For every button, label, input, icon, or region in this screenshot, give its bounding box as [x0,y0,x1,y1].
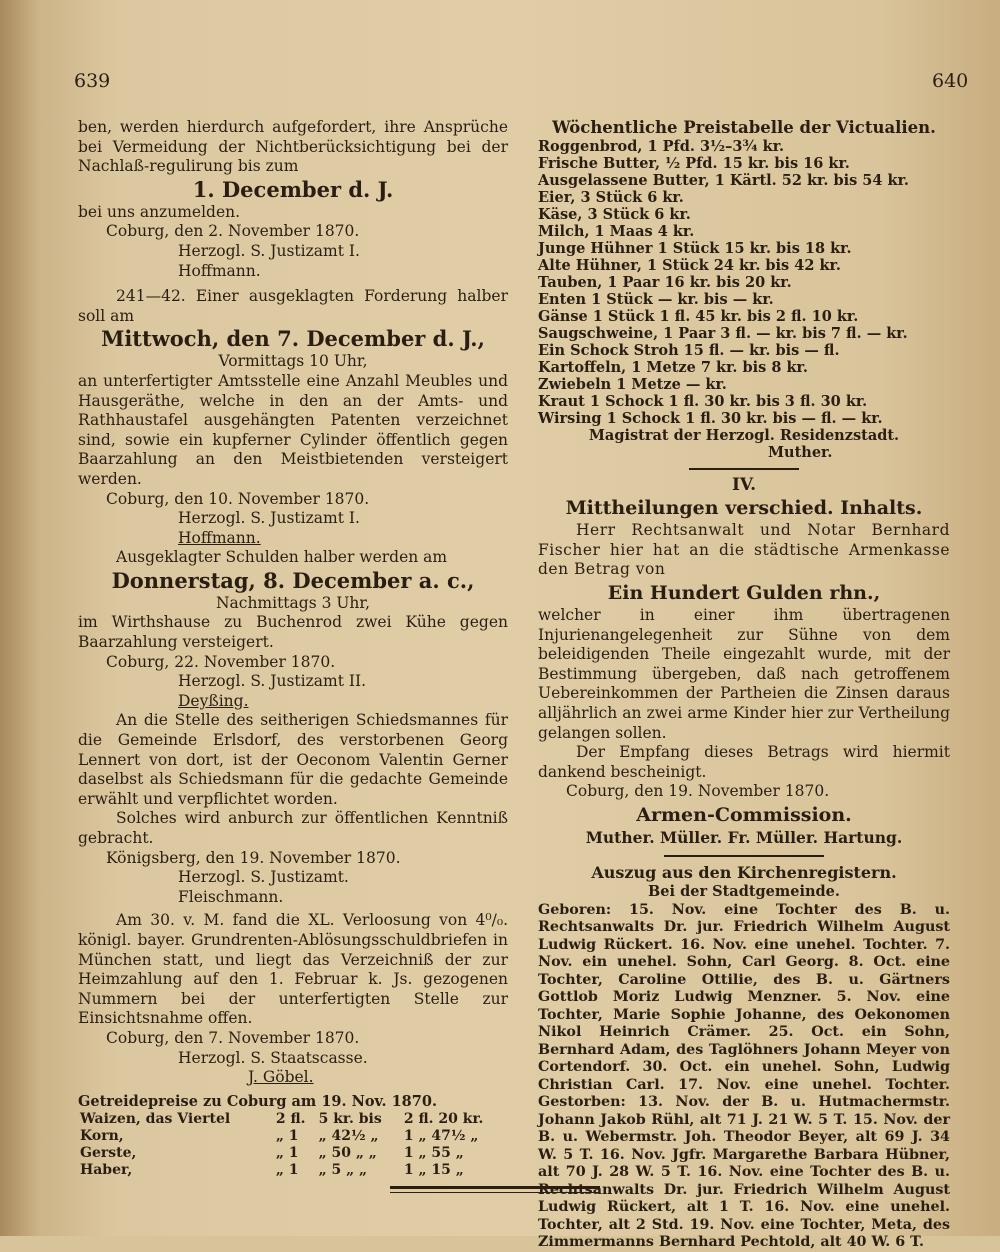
divider [689,468,799,470]
grain-table [78,1111,508,1179]
right-column [538,118,950,1252]
price-list [538,138,950,427]
grain-cell-name: Haber, [80,1162,133,1179]
notice2-office: Herzogl. S. Justizamt I. [178,509,360,528]
gift-text2: welcher in einer ihm übertragenen Injurienangelegenheit zur Sühne von dem beleidigenden Theile eingezahlt wurde, mit der Bestimmung übergeben, daß nach getroffenem Uebereinkommen der Partheien die Zinsen daraus alljährlich an zwei arme Kinder hier zur Vertheilung gelangen sollen. [538,605,950,742]
grain-cell-name: Gerste, [80,1145,137,1162]
church-title: Auszug aus den Kirchenregistern. [591,862,897,882]
notice3-text2: im Wirthshause zu Buchenrod zwei Kühe gegen Baarzahlung versteigert. [78,613,508,652]
notice5-text: Am 30. v. M. fand die XL. Verloosung von 4⁰/₀. königl. bayer. Grundrenten-Ablösungsschuldbriefen in München statt, und liegt das Verzeichniß der zur Heimzahlung auf den 1. Februar k. Js. gezogenen Nummern bei der unterfertigten Stelle zur Einsichtsnahme offen. [78,911,508,1028]
price-line: Junge Hühner 1 Stück 15 kr. bis 18 kr. [538,239,852,257]
page-bottom-rule-thin [390,1192,600,1193]
notice2-place: Coburg, den 10. November 1870. [106,489,370,508]
notice5-office: Herzogl. S. Staatscasse. [178,1048,368,1067]
price-office: Magistrat der Herzogl. Residenzstadt. [588,426,900,444]
notice2-text2: an unterfertigter Amtsstelle eine Anzahl Meubles und Hausgeräthe, welche in den an der Amts- und Rathhaustafel ausgehängten Patenten verzeichnet sind, sowie ein kupferner Cylinder öffentlich gegen Baarzahlung an den Meistbietenden versteigert werden. [78,371,508,488]
notice2-date: Mittwoch, den 7. December d. J., [101,326,485,352]
price-line: Kartoffeln, 1 Metze 7 kr. bis 8 kr. [538,358,808,376]
grain-cell-a: „ 1 [275,1145,299,1162]
church-subtitle: Bei der Stadtgemeinde. [648,883,840,901]
notice5-place: Coburg, den 7. November 1870. [106,1028,360,1047]
notice4-office: Herzogl. S. Justizamt. [178,868,349,887]
price-title: Wöchentliche Preistabelle der Victualien. [552,118,936,137]
price-line: Gänse 1 Stück 1 fl. 45 kr. bis 2 fl. 10 kr. [538,307,859,325]
gift-signatures: Muther. Müller. Fr. Müller. Hartung. [585,827,903,847]
price-line: Zwiebeln 1 Metze — kr. [538,375,727,393]
section-number: IV. [731,474,757,495]
notice3-text: Ausgeklagter Schulden halber werden am [116,548,448,567]
grain-cell-a: 2 fl. [275,1111,306,1128]
notice1-place: Coburg, den 2. November 1870. [106,222,360,241]
price-line: Käse, 3 Stück 6 kr. [538,205,691,223]
grain-cell-a: „ 1 [275,1162,299,1179]
grain-cell-c: 1 „ 55 „ [403,1145,464,1162]
left-column [78,118,508,1179]
price-signature: Muther. [768,443,833,461]
page-number-right: 640 [932,70,969,92]
page-bottom-rule [390,1186,600,1189]
price-line: Roggenbrod, 1 Pfd. 3½–3¾ kr. [538,137,785,155]
grain-cell-c: 1 „ 47½ „ [403,1128,479,1145]
notice5-signature: J. Göbel. [248,1068,314,1087]
notice3-place: Coburg, 22. November 1870. [106,652,336,671]
grain-cell-c: 1 „ 15 „ [403,1162,464,1179]
page-number-left: 639 [74,70,111,92]
notice4-text2: Solches wird anburch zur öffentlichen Kenntniß gebracht. [78,809,508,847]
notice1-date: 1. December d. J. [192,176,394,202]
notice2-signature: Hoffmann. [178,528,261,547]
price-line: Eier, 3 Stück 6 kr. [538,188,684,206]
price-line: Kraut 1 Schock 1 fl. 30 kr. bis 3 fl. 30 kr. [538,392,868,410]
price-line: Tauben, 1 Paar 16 kr. bis 20 kr. [538,273,792,291]
grain-cell-a: „ 1 [275,1128,299,1145]
grain-cell-b: „ 50 „ „ [318,1145,377,1162]
notice2-time: Vormittags 10 Uhr, [218,352,368,371]
gift-place: Coburg, den 19. November 1870. [566,782,830,801]
notice3-date: Donnerstag, 8. December a. c., [111,567,475,593]
grain-cell-b: 5 kr. bis [318,1111,382,1128]
gift-amount: Ein Hundert Gulden rhn., [607,581,881,604]
grain-cell-c: 2 fl. 20 kr. [403,1111,484,1128]
notice4-text: An die Stelle des seitherigen Schiedsmannes für die Gemeinde Erlsdorf, des verstorbenen Georg Lennert von dort, ist der Oeconom Valentin Gerner daselbst als Schiedsmann für die gedachte Gemeinde erwählt und verpflichtet worden. [78,711,508,808]
grain-cell-b: „ 42½ „ [318,1128,379,1145]
grain-cell-b: „ 5 „ „ [318,1162,368,1179]
gift-office: Armen-Commission. [636,803,852,826]
church-entries: Geboren: 15. Nov. eine Tochter des B. u. Rechtsanwalts Dr. jur. Friedrich Wilhelm August Ludwig Rückert. 16. Nov. eine unehel. Tochter. 7. Nov. ein unehel. Sohn, Carl Georg. 8. Oct. eine Tochter, Caroline Ottilie, des B. u. Gärtners Gottlob Moriz Ludwig Menzner. 5. Nov. eine Tochter, Marie Sophie Johanne, des Oekonomen Nikol Heinrich Crämer. 25. Oct. ein Sohn, Bernhard Adam, des Taglöhners Johann Meyer von Cortendorf. 30. Oct. ein unehel. Sohn, Ludwig Christian Carl. 17. Nov. eine unehel. Tochter. Gestorben: 13. Nov. der B. u. Hutmachermstr. Johann Jakob Rühl, alt 71 J. 21 W. 5 T. 15. Nov. der B. u. Webermstr. Joh. Theodor Beyer, alt 69 J. 34 W. 5 T. 16. Nov. Jgfr. Margarethe Barbara Hübner, alt 70 J. 28 W. 5 T. 16. Nov. eine Tochter des B. u. Rechtsanwalts Dr. jur. Friedrich Wilhelm August Ludwig Rückert, alt 1 T. 16. Nov. eine unehel. Tochter, alt 2 Std. 19. Nov. eine Tochter, Meta, des Zimmermanns Bernhard Pechtold, alt 40 W. 6 T. [538,901,950,1251]
grain-row [78,1162,508,1179]
divider [664,855,824,857]
notice2-text: 241—42. Einer ausgeklagten Forderung halber soll am [78,287,508,325]
gift-text3: Der Empfang dieses Betrags wird hiermit dankend bescheinigt. [538,743,950,781]
price-line: Ausgelassene Butter, 1 Kärtl. 52 kr. bis 54 kr. [538,171,909,189]
price-line: Milch, 1 Maas 4 kr. [538,222,695,240]
grain-cell-name: Korn, [80,1128,124,1145]
grain-row [78,1128,508,1145]
notice1-text: ben, werden hierdurch aufgefordert, ihre Ansprüche bei Vermeidung der Nichtberücksichtigung bei der Nachlaß-regulirung bis zum [78,118,508,176]
price-line: Enten 1 Stück — kr. bis — kr. [538,290,774,308]
notice3-signature: Deyßing. [178,691,249,710]
grain-row [78,1111,508,1128]
price-line: Alte Hühner, 1 Stück 24 kr. bis 42 kr. [538,256,841,274]
grain-title: Getreidepreise zu Coburg am 19. Nov. 1870. [78,1092,437,1110]
notice3-office: Herzogl. S. Justizamt II. [178,672,367,691]
price-line: Ein Schock Stroh 15 fl. — kr. bis — fl. [538,341,840,359]
notice1-text2: bei uns anzumelden. [78,202,241,221]
notice1-office: Herzogl. S. Justizamt I. [178,241,360,260]
price-line: Wirsing 1 Schock 1 fl. 30 kr. bis — fl. — kr. [538,409,883,427]
grain-cell-name: Waizen, das Viertel [80,1111,231,1128]
notice4-signature: Fleischmann. [178,887,284,906]
notice1-signature: Hoffmann. [178,261,261,280]
notice4-place: Königsberg, den 19. November 1870. [106,848,401,867]
price-line: Frische Butter, ½ Pfd. 15 kr. bis 16 kr. [538,154,850,172]
gift-text: Herr Rechtsanwalt und Notar Bernhard Fischer hier hat an die städtische Armenkasse den Betrag von [538,521,950,579]
section-title: Mittheilungen verschied. Inhalts. [565,497,923,520]
price-line: Saugschweine, 1 Paar 3 fl. — kr. bis 7 fl. — kr. [538,324,908,342]
grain-row [78,1145,508,1162]
notice3-time: Nachmittags 3 Uhr, [215,593,371,612]
